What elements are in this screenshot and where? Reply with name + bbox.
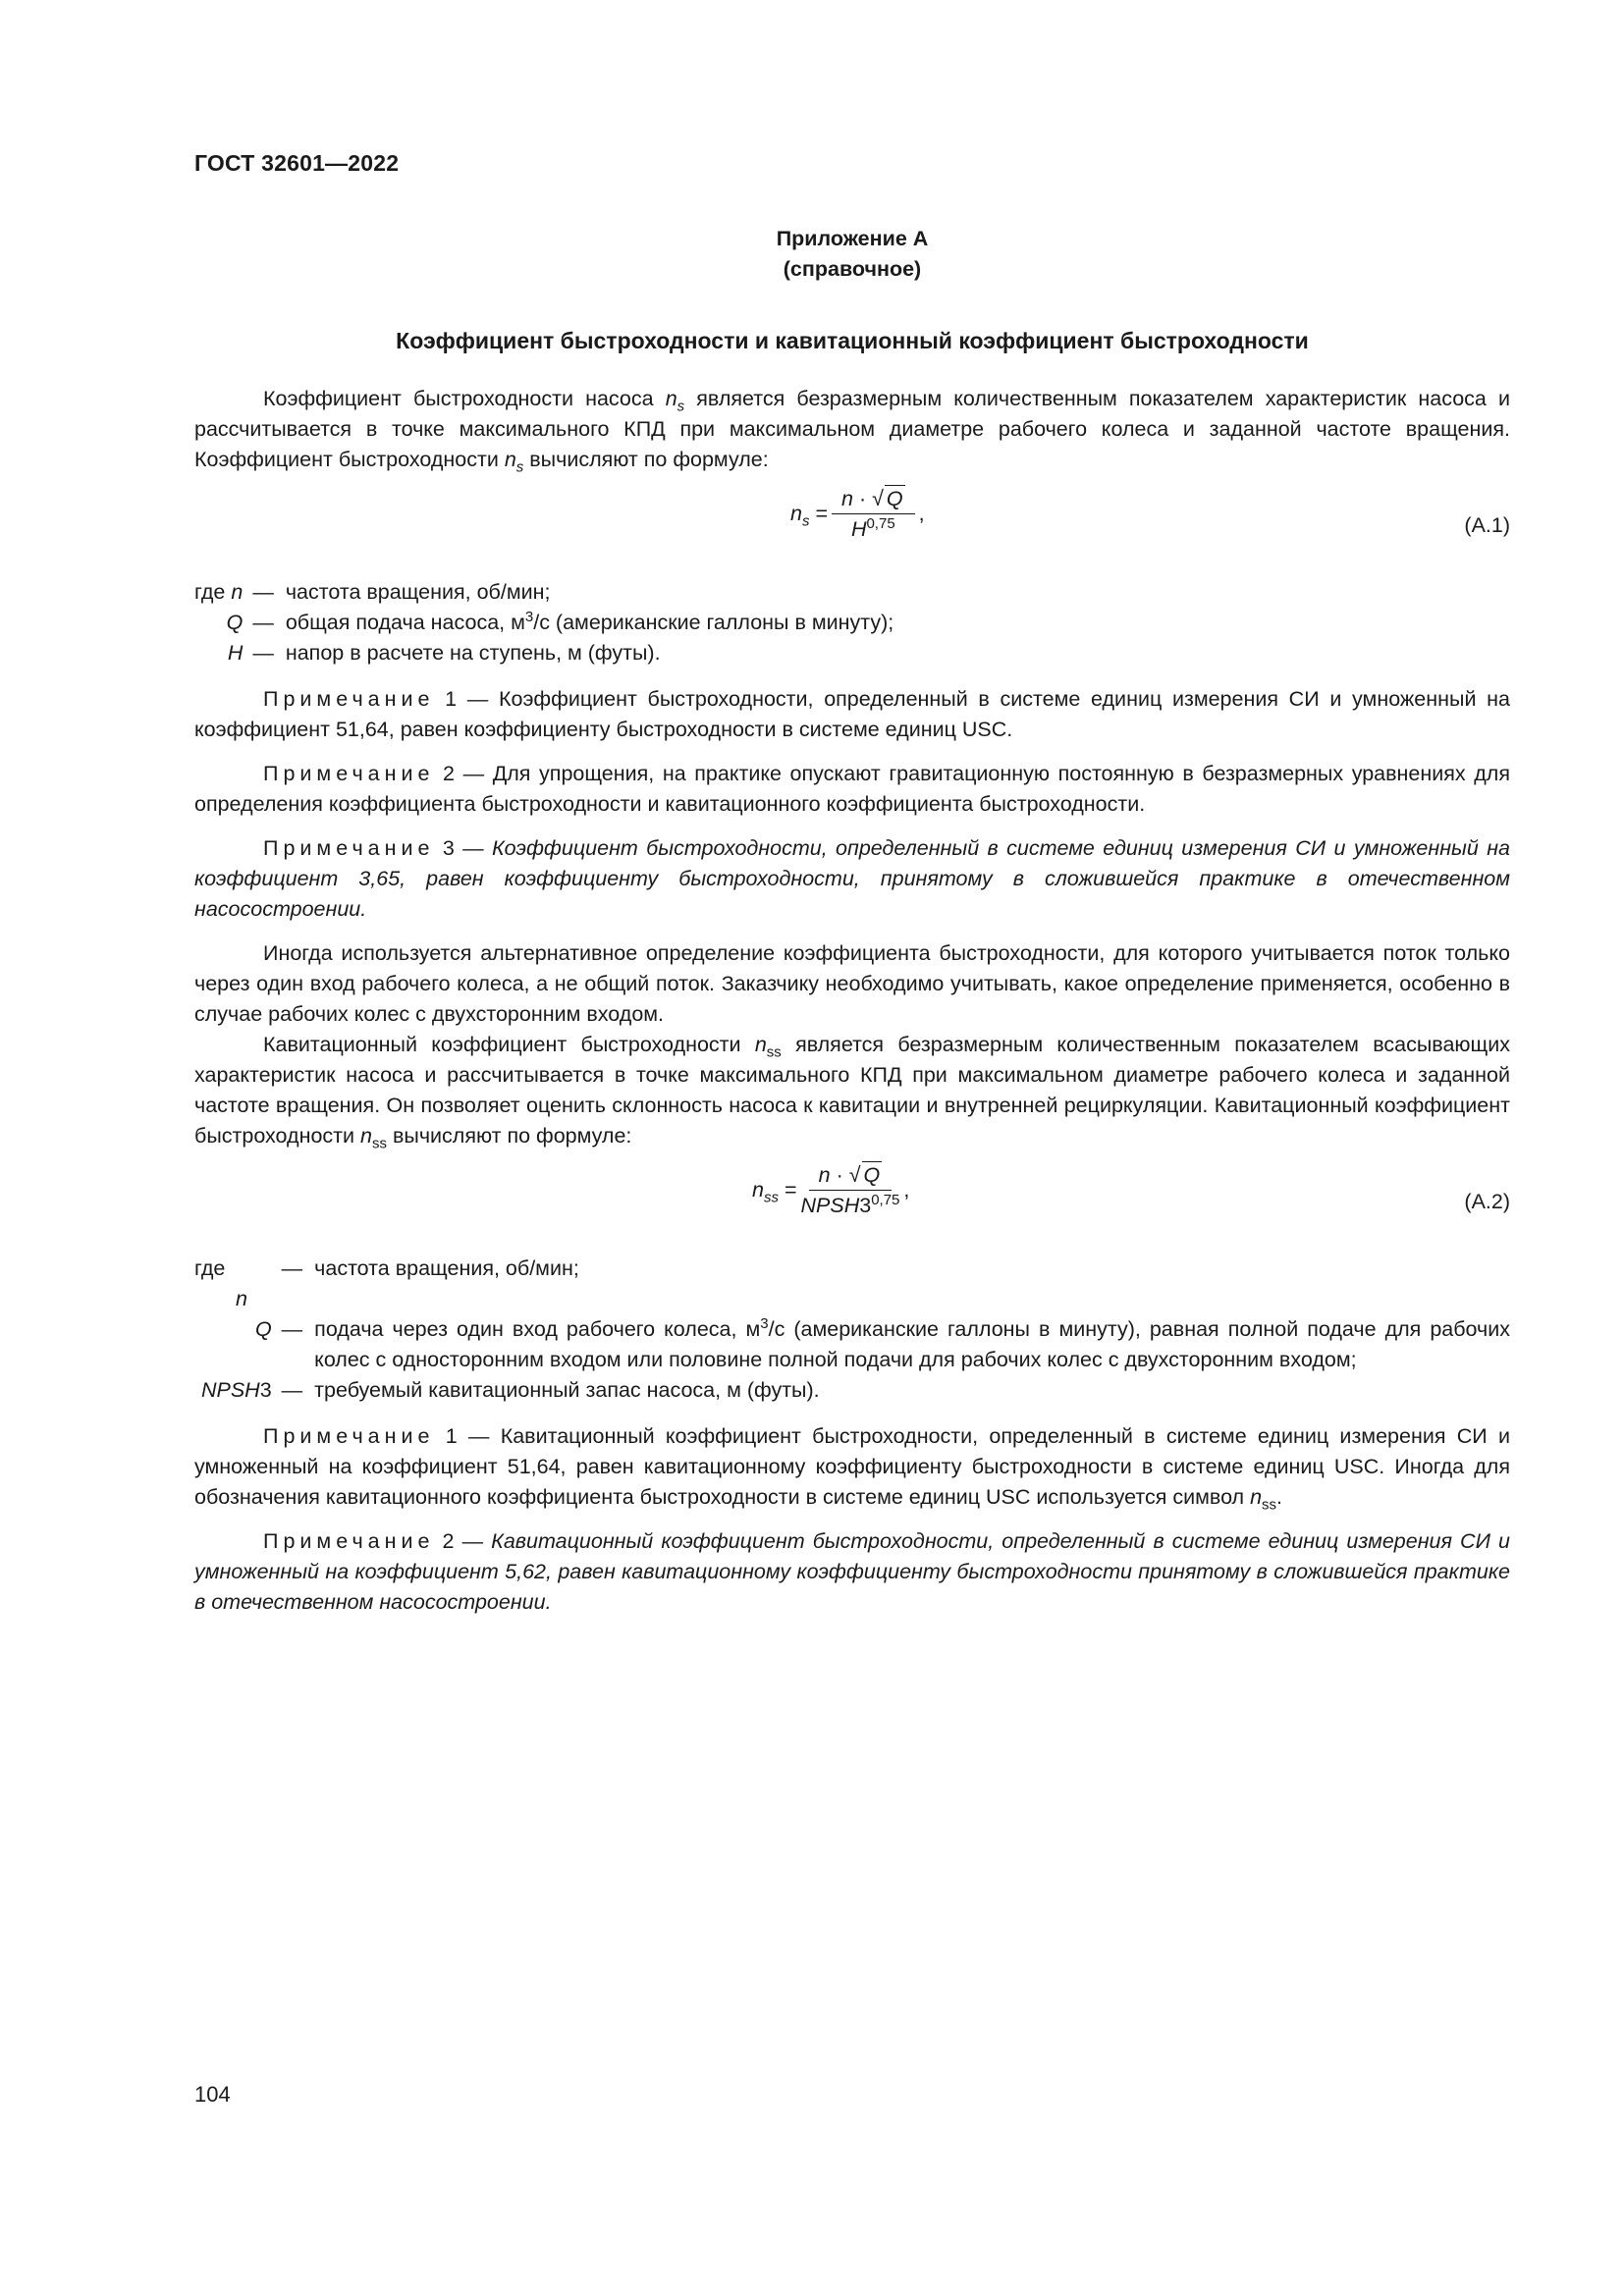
formula-a2-fraction: $\frac{n \cdot √ Q}{NPSH3^{0,75}}$ bbox=[800, 1163, 900, 1217]
section-title: Коэффициент быстроходности и кавитационный коэффициент быстроходности bbox=[396, 328, 1309, 353]
where-list-2: гдеn — частота вращения, об/мин; Q — подача через один вход рабочего колеса, $м^3/с$ (американские галлоны в минуту), равная полной подаче для рабочих колес с односторонним входом или половине полной подачи для рабочих колес с двухсторонним входом; NPSH3 — требуемый кавитационный запас насоса, м (футы). bbox=[194, 1256, 1510, 1402]
cavitation-note-2: Примечание 2 — Кавитационный коэффициент быстроходности, определенный в системе единиц измерения СИ и умноженный на коэффициент 5,62, равен кавитационному коэффициенту быстроходности принятому в сложившейся практике в отечественном насосостроении. bbox=[194, 1529, 1510, 1614]
equation-number-a1: (А.1) bbox=[1464, 513, 1510, 537]
where-list-1: где n — частота вращения, об/мин; Q — общая подача насоса, $м^3/с$ (американские галлоны в минуту); H — напор в расчете на ступень, м (футы). bbox=[194, 580, 894, 665]
appendix-title: Приложение А bbox=[776, 227, 929, 250]
appendix-subtitle: (справочное) bbox=[783, 257, 922, 281]
page-content bbox=[194, 224, 1510, 1618]
document-id: ГОСТ 32601—2022 bbox=[194, 150, 400, 176]
cavitation-note-1: Примечание 1 — Кавитационный коэффициент быстроходности, определенный в системе единиц измерения СИ и умноженный на коэффициент 51,64, равен кавитационному коэффициенту быстроходности в системе единиц USC. Иногда для обозначения кавитационного коэффициента быстроходности в системе единиц USC используется символ $n_{ss}$. bbox=[194, 1424, 1510, 1514]
cavitation-paragraph: Кавитационный коэффициент быстроходности $n_{ss}$ является безразмерным количественным показателем всасывающих характеристик насоса и рассчитывается в точке максимального КПД при максимальном диаметре рабочего колеса и заданной частоте вращения. Он позволяет оценить склонность насоса к кавитации и внутренней рециркуляции. Кавитационный коэффициент быстроходности $n_{ss}$ вычисляют по формуле: bbox=[194, 1033, 1510, 1152]
equation-number-a2: (А.2) bbox=[1464, 1190, 1510, 1213]
formula-a1: $n_s$ = $\frac{n \cdot √ Q}{H^{0,75}}$ , (А.1) bbox=[790, 487, 1510, 541]
intro-paragraph: Коэффициент быстроходности насоса $n_s$ является безразмерным количественным показателем характеристик насоса и рассчитывается в точке максимального КПД при максимальном диаметре рабочего колеса и заданной частоте вращения. Коэффициент быстроходности $n_s$ вычисляют по формуле: bbox=[194, 387, 1510, 476]
note-3: Примечание 3 — Коэффициент быстроходности, определенный в системе единиц измерения СИ и умноженный на коэффициент 3,65, равен коэффициенту быстроходности, принятому в сложившейся практике в отечественном насосостроении. bbox=[194, 836, 1510, 921]
formula-a1-fraction: $\frac{n \cdot √ Q}{H^{0,75}}$ bbox=[832, 485, 915, 542]
note-1: Примечание 1 — Коэффициент быстроходности, определенный в системе единиц измерения СИ и умноженный на коэффициент 51,64, равен коэффициенту быстроходности в системе единиц USC. bbox=[194, 687, 1510, 741]
page-number: 104 bbox=[194, 2082, 231, 2107]
note-2: Примечание 2 — Для упрощения, на практике опускают гравитационную постоянную в безразмерных уравнениях для определения коэффициента быстроходности и кавитационного коэффициента быстроходности. bbox=[194, 762, 1510, 816]
formula-a2: $n_{ss}$ = $\frac{n \cdot √ Q}{NPSH3^{0,75}}$ , (А.2) bbox=[752, 1163, 1510, 1217]
alternative-definition-paragraph: Иногда используется альтернативное определение коэффициента быстроходности, для которого учитывается поток только через один вход рабочего колеса, а не общий поток. Заказчику необходимо учитывать, какое определение применяется, особенно в случае рабочих колес с двухсторонним входом. bbox=[194, 941, 1510, 1026]
